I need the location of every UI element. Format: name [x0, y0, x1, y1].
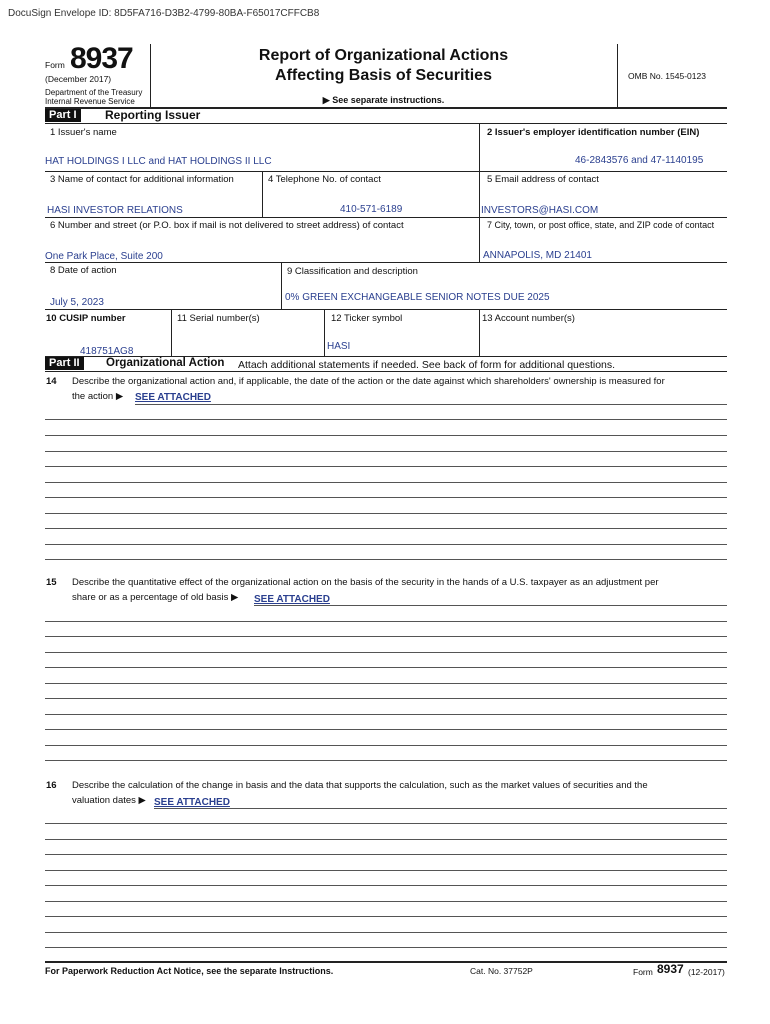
- footer-form-word: Form: [633, 967, 653, 977]
- field11-label: 11 Serial number(s): [177, 313, 260, 324]
- form-number: 8937: [70, 42, 133, 75]
- q15-number: 15: [46, 577, 57, 588]
- field4-label: 4 Telephone No. of contact: [268, 174, 381, 185]
- envelope-id: DocuSign Envelope ID: 8D5FA716-D3B2-4799-80BA-F65017CFFCB8: [8, 8, 320, 19]
- q14-text-line1: Describe the organizational action and, if applicable, the date of the action or the date against which shareholders' ownership is measured for: [72, 376, 665, 387]
- part2-subtitle: Attach additional statements if needed. See back of form for additional questions.: [238, 359, 616, 371]
- cusip-field[interactable]: 418751AG8: [80, 346, 134, 357]
- issuer-name-field[interactable]: HAT HOLDINGS I LLC and HAT HOLDINGS II LLC: [45, 156, 272, 167]
- field3-label: 3 Name of contact for additional information: [50, 174, 234, 185]
- field8-label: 8 Date of action: [50, 265, 117, 276]
- q15-answer-field[interactable]: SEE ATTACHED: [254, 594, 330, 605]
- q15-text-line1: Describe the quantitative effect of the organizational action on the basis of the security in the hands of a U.S. taxpayer as an adjustment per: [72, 577, 659, 588]
- part2-label: Part II: [45, 357, 84, 370]
- field9-label: 9 Classification and description: [287, 266, 418, 277]
- revision-date: (December 2017): [45, 74, 112, 84]
- city-field[interactable]: ANNAPOLIS, MD 21401: [483, 250, 592, 261]
- field12-label: 12 Ticker symbol: [331, 313, 403, 324]
- ticker-field[interactable]: HASI: [327, 341, 351, 352]
- q16-text-line2: valuation dates ▶: [72, 795, 146, 806]
- part1-label: Part I: [45, 109, 81, 122]
- q15-text-line2: share or as a percentage of old basis ▶: [72, 592, 239, 603]
- contact-name-field[interactable]: HASI INVESTOR RELATIONS: [47, 205, 183, 216]
- form-title-line1: Report of Organizational Actions: [258, 47, 509, 64]
- street-field[interactable]: One Park Place, Suite 200: [45, 251, 163, 262]
- q14-number: 14: [46, 376, 57, 387]
- field10-label: 10 CUSIP number: [46, 313, 126, 324]
- footer-revision: (12-2017): [688, 967, 725, 977]
- cat-number: Cat. No. 37752P: [470, 966, 533, 976]
- field1-label: 1 Issuer's name: [50, 127, 117, 138]
- dept-line1: Department of the Treasury: [45, 88, 143, 97]
- form-title-line2: Affecting Basis of Securities: [275, 67, 492, 84]
- paperwork-notice: For Paperwork Reduction Act Notice, see the separate Instructions.: [45, 966, 334, 976]
- q14-text-line2: the action ▶: [72, 391, 124, 402]
- field7-label: 7 City, town, or post office, state, and ZIP code of contact: [487, 220, 715, 230]
- phone-field[interactable]: 410-571-6189: [340, 204, 403, 215]
- footer-form-number: 8937: [657, 962, 684, 976]
- classification-field[interactable]: 0% GREEN EXCHANGEABLE SENIOR NOTES DUE 2025: [285, 292, 550, 303]
- field13-label: 13 Account number(s): [482, 313, 575, 324]
- form-word: Form: [45, 60, 65, 70]
- see-instructions: ▶ See separate instructions.: [322, 95, 445, 105]
- ein-field[interactable]: 46-2843576 and 47-1140195: [575, 155, 704, 166]
- dept-line2: Internal Revenue Service: [45, 97, 135, 106]
- date-of-action-field[interactable]: July 5, 2023: [50, 297, 104, 308]
- part2-title: Organizational Action: [106, 357, 225, 369]
- q14-answer-field[interactable]: SEE ATTACHED: [135, 392, 211, 403]
- part1-title: Reporting Issuer: [105, 108, 201, 122]
- field6-label: 6 Number and street (or P.O. box if mail is not delivered to street address) of contact: [50, 220, 404, 231]
- q16-answer-field[interactable]: SEE ATTACHED: [154, 797, 230, 808]
- field2-label: 2 Issuer's employer identification number (EIN): [487, 127, 700, 138]
- email-field[interactable]: INVESTORS@HASI.COM: [481, 205, 599, 216]
- q16-text-line1: Describe the calculation of the change in basis and the data that supports the calculation, such as the market values of securities and the: [72, 780, 648, 791]
- omb-number: OMB No. 1545-0123: [628, 71, 706, 81]
- q16-number: 16: [46, 780, 57, 791]
- field5-label: 5 Email address of contact: [487, 174, 599, 185]
